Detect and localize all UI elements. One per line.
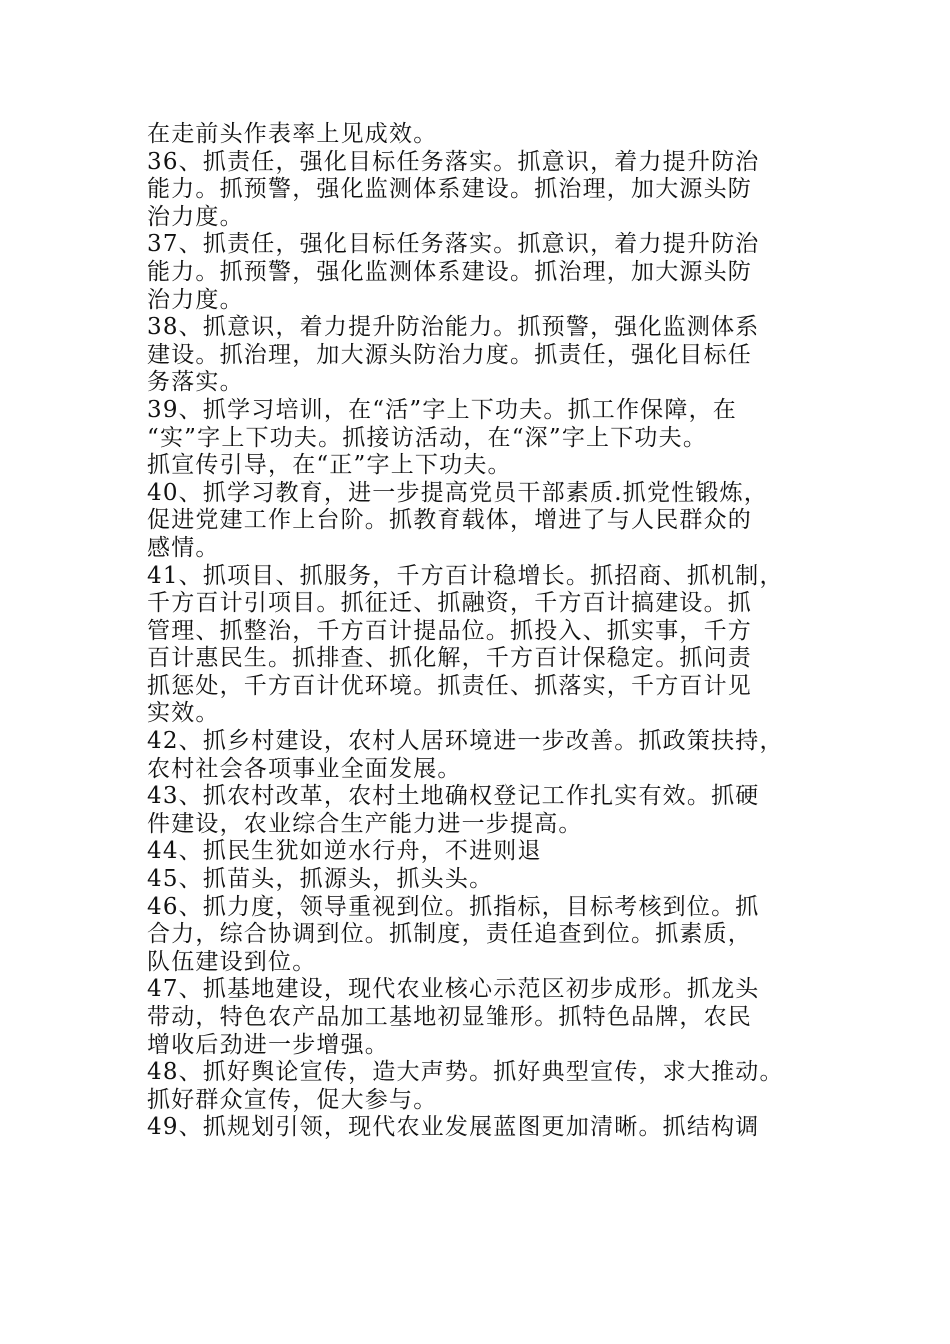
paragraph-47: 47、抓基地建设，现代农业核心示范区初步成形。抓龙头 带动，特色农产品加工基地初显雏形。抓特色品牌，农民 增收后劲进一步增强。 bbox=[147, 976, 760, 1058]
paragraph-37: 37、抓责任，强化目标任务落实。抓意识，着力提升防治 能力。抓预警，强化监测体系建设。抓治理，加大源头防 治力度。 bbox=[147, 231, 760, 313]
paragraph-48: 48、抓好舆论宣传，造大声势。抓好典型宣传，求大推动。 抓好群众宣传，促大参与。 bbox=[147, 1059, 784, 1113]
paragraph-46: 46、抓力度，领导重视到位。抓指标，目标考核到位。抓 合力，综合协调到位。抓制度，责任追查到位。抓素质， 队伍建设到位。 bbox=[147, 893, 760, 975]
paragraph-39: 39、抓学习培训，在“活”字上下功夫。抓工作保障，在 “实”字上下功夫。抓接访活动，在“深”字上下功夫。 抓宣传引导，在“正”字上下功夫。 bbox=[147, 396, 737, 479]
paragraph-45: 45、抓苗头，抓源头，抓头头。 bbox=[147, 866, 494, 893]
paragraph-35-end: 在走前头作表率上见成效。 bbox=[147, 121, 438, 147]
paragraph-40: 40、抓学习教育，进一步提高党员干部素质.抓党性锻炼， 促进党建工作上台阶。抓教育载体，增进了与人民群众的 感情。 bbox=[147, 479, 768, 561]
paragraph-43: 43、抓农村改革，农村土地确权登记工作扎实有效。抓硬 件建设，农业综合生产能力进一步提高。 bbox=[147, 783, 760, 837]
paragraph-38: 38、抓意识，着力提升防治能力。抓预警，强化监测体系 建设。抓治理，加大源头防治力度。抓责任，强化目标任 务落实。 bbox=[147, 314, 760, 396]
document-body bbox=[147, 121, 812, 1142]
paragraph-42: 42、抓乡村建设，农村人居环境进一步改善。抓政策扶持， 农村社会各项事业全面发展。 bbox=[147, 728, 784, 782]
paragraph-41: 41、抓项目、抓服务，千方百计稳增长。抓招商、抓机制， 千方百计引项目。抓征迁、抓融资，千方百计搞建设。抓 管理、抓整治，千方百计提品位。抓投入、抓实事，千方 百计惠民生。抓排查、抓化解，千方百计保稳定。抓问责 抓惩处，千方百计优环境。抓责任、抓落实，千方百计见 实效。 bbox=[147, 562, 784, 727]
paragraph-36: 36、抓责任，强化目标任务落实。抓意识，着力提升防治 能力。抓预警，强化监测体系建设。抓治理，加大源头防 治力度。 bbox=[147, 148, 760, 230]
paragraph-49: 49、抓规划引领，现代农业发展蓝图更加清晰。抓结构调 bbox=[147, 1114, 760, 1141]
paragraph-44: 44、抓民生犹如逆水行舟，不进则退 bbox=[147, 838, 542, 865]
